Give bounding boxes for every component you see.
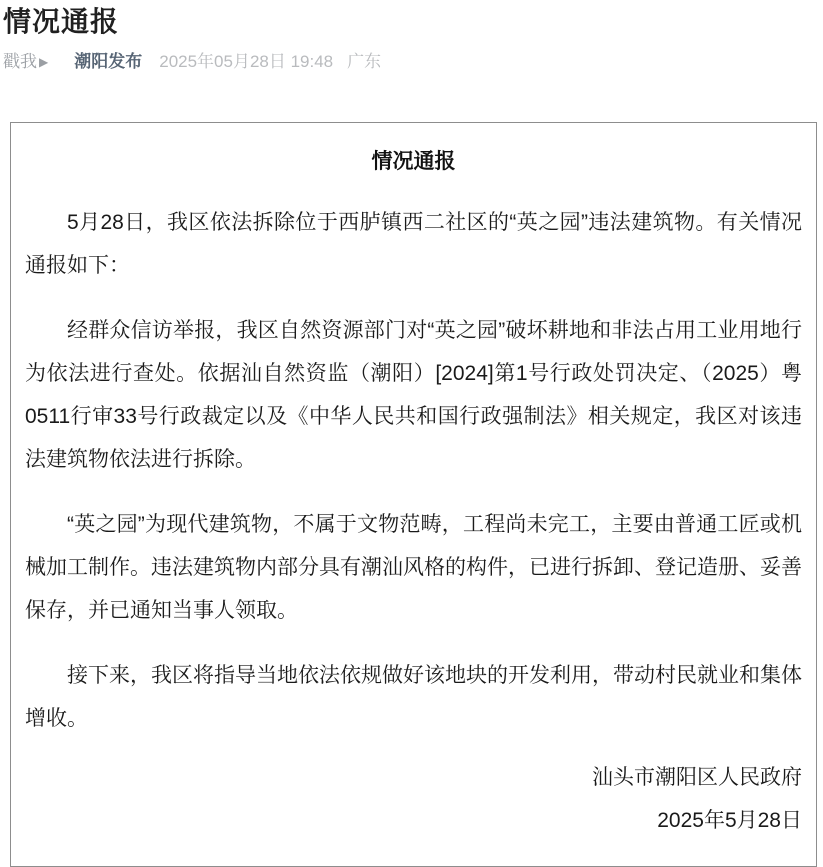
notice-paragraph-4: 接下来，我区将指导当地依法依规做好该地块的开发利用，带动村民就业和集体增收。: [25, 664, 802, 730]
notice-document-image[interactable]: [10, 122, 817, 867]
publish-time: 2025年05月28日 19:48: [159, 52, 334, 71]
notice-paragraph-2: 经群众信访举报，我区自然资源部门对“英之园”破坏耕地和非法占用工业用地行为依法进行查处。依据汕自然资监（潮阳）[2024]第1号行政处罚决定、（2025）粤0511行审33号行政裁定以及《中华人民共和国行政强制法》相关规定，我区对该违法建筑物依法进行拆除。: [25, 319, 802, 471]
notice-date: 2025年5月28日: [657, 809, 802, 832]
page-title: 情况通报: [3, 6, 120, 37]
notice-body: [25, 201, 802, 740]
notice-paragraph-3: “英之园”为现代建筑物，不属于文物范畴，工程尚未完工，主要由普通工匠或机械加工制作。违法建筑物内部分具有潮汕风格的构件，已进行拆卸、登记造册、妥善保存，并已通知当事人领取。: [25, 513, 802, 622]
meta-bar: [3, 52, 823, 72]
notice-paragraph-1: 5月28日，我区依法拆除位于西胪镇西二社区的“英之园”违法建筑物。有关情况通报如下：: [25, 211, 802, 277]
poke-me-label: 戳我: [3, 52, 37, 71]
notice-footer: [25, 756, 802, 842]
play-triangle-icon: ▶: [39, 55, 49, 69]
author-link[interactable]: 潮阳发布: [74, 52, 143, 71]
poke-me-link[interactable]: [3, 52, 48, 72]
notice-signature: 汕头市潮阳区人民政府: [592, 766, 802, 789]
location-label: 广东: [347, 52, 382, 71]
notice-title: 情况通报: [371, 150, 456, 173]
